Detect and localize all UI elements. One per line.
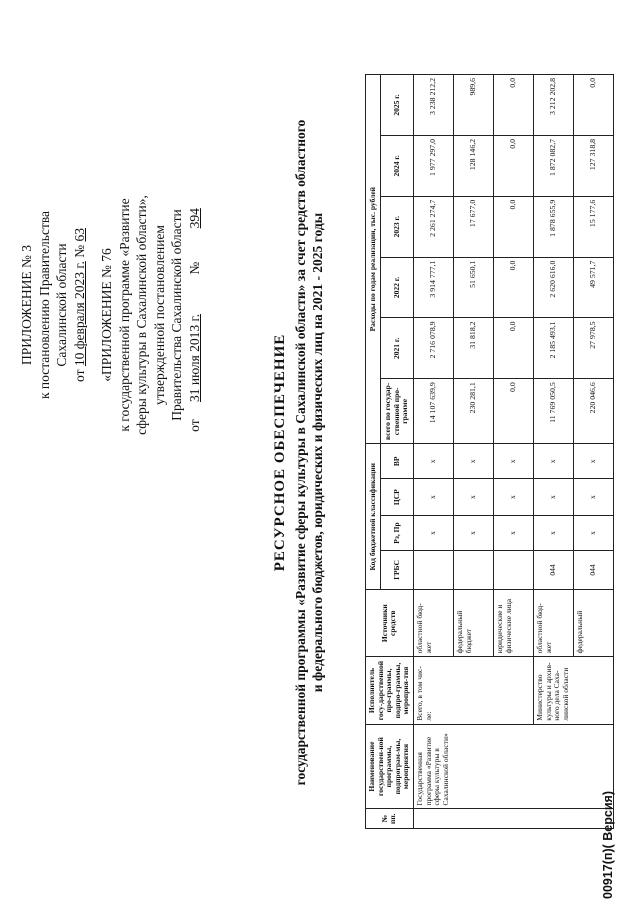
cell-grbs bbox=[493, 550, 533, 589]
cell-csr: х bbox=[573, 479, 613, 516]
cell-2021: 2 716 078,9 bbox=[413, 318, 453, 379]
cell-2025: 0,0 bbox=[493, 75, 533, 136]
cell-vr: х bbox=[413, 444, 453, 479]
cell-2024: 0,0 bbox=[493, 135, 533, 196]
cell-2021: 2 185 493,1 bbox=[533, 318, 573, 379]
cell-csr: х bbox=[413, 479, 453, 516]
appendix-title: «ПРИЛОЖЕНИЕ № 76 bbox=[99, 248, 114, 382]
cell-2021: 31 818,2 bbox=[453, 318, 493, 379]
header-2022: 2022 г. bbox=[380, 257, 413, 318]
cell-rzpr: х bbox=[453, 516, 493, 551]
document-subtitle bbox=[292, 60, 326, 845]
appendix-line: к постановлению Правительства bbox=[36, 210, 52, 400]
document-version-footer: 00917(п)( Версия) bbox=[601, 791, 615, 899]
cell-executor: Министерство культуры и архив-ного дела Саха-линской области bbox=[533, 657, 613, 724]
header-2021: 2021 г. bbox=[380, 318, 413, 379]
appendix-number: 394 bbox=[186, 208, 202, 229]
cell-2022: 2 620 616,0 bbox=[533, 257, 573, 318]
appendix-date: 31 июля 2013 г. bbox=[186, 314, 202, 402]
header-no: № пп. bbox=[366, 809, 414, 829]
cell-2021: 27 978,5 bbox=[573, 318, 613, 379]
cell-source: федеральный бюджет bbox=[453, 590, 493, 657]
cell-vr: х bbox=[453, 444, 493, 479]
cell-source: юридические и физические лица bbox=[493, 590, 533, 657]
header-budget-code: Код бюджетной классификации bbox=[366, 444, 381, 590]
appendix-line: Правительства Сахалинской области bbox=[169, 209, 184, 421]
header-grbs: ГРБС bbox=[380, 550, 413, 589]
cell-csr: х bbox=[453, 479, 493, 516]
cell-2024: 1 977 297,0 bbox=[413, 135, 453, 196]
header-2025: 2025 г. bbox=[380, 75, 413, 136]
cell-no bbox=[413, 809, 613, 829]
cell-2022: 3 914 777,1 bbox=[413, 257, 453, 318]
cell-total: 11 769 050,5 bbox=[533, 379, 573, 444]
subtitle-line: и федерального бюджетов, юридических и физических лиц на 2021 - 2025 годы bbox=[310, 212, 325, 693]
date-prefix: от bbox=[186, 419, 202, 432]
header-total: всего по государ-ственной про-грамме bbox=[380, 379, 413, 444]
appendix-number: 63 bbox=[71, 228, 87, 242]
header-executor: Исполнитель госу-дарственной про-граммы, подпро-граммы, мероприя-тия bbox=[366, 657, 414, 724]
cell-2022: 49 571,7 bbox=[573, 257, 613, 318]
cell-2023: 2 261 274,7 bbox=[413, 196, 453, 257]
cell-grbs: 044 bbox=[533, 550, 573, 589]
subtitle-line: государственной программы «Развитие сферы культуры в Сахалинской области» за счет средств областного bbox=[293, 119, 308, 786]
appendix-date: 10 февраля 2023 г. bbox=[71, 261, 87, 367]
cell-rzpr: х bbox=[493, 516, 533, 551]
number-prefix: № bbox=[186, 261, 202, 275]
cell-grbs bbox=[453, 550, 493, 589]
cell-source: федеральный bbox=[573, 590, 613, 657]
header-2024: 2024 г. bbox=[380, 135, 413, 196]
appendix-line: сферы культуры в Сахалинской области», bbox=[134, 195, 149, 435]
cell-grbs: 044 bbox=[573, 550, 613, 589]
table-row bbox=[413, 75, 453, 829]
cell-2025: 3 212 202,8 bbox=[533, 75, 573, 136]
cell-2023: 0,0 bbox=[493, 196, 533, 257]
appendix-date-line bbox=[186, 150, 204, 480]
header-rzpr: Рз, Пр bbox=[380, 516, 413, 551]
cell-vr: х bbox=[493, 444, 533, 479]
cell-2025: 989,6 bbox=[453, 75, 493, 136]
appendix-date-line bbox=[71, 155, 89, 455]
cell-2022: 0,0 bbox=[493, 257, 533, 318]
cell-2023: 17 677,0 bbox=[453, 196, 493, 257]
cell-2024: 128 146,2 bbox=[453, 135, 493, 196]
cell-total: 14 107 639,9 bbox=[413, 379, 453, 444]
document-title: РЕСУРСНОЕ ОБЕСПЕЧЕНИЕ bbox=[272, 333, 288, 572]
cell-2023: 15 177,6 bbox=[573, 196, 613, 257]
header-expenses: Расходы по годам реализации, тыс. рублей bbox=[366, 75, 381, 444]
appendix-line: Сахалинской области bbox=[54, 243, 69, 367]
appendix-line: к государственной программе «Развитие bbox=[116, 198, 132, 432]
header-csr: ЦСР bbox=[380, 479, 413, 516]
header-2023: 2023 г. bbox=[380, 196, 413, 257]
number-prefix: № bbox=[71, 244, 87, 258]
cell-source: областной бюд-жет bbox=[533, 590, 573, 657]
appendix-header-main bbox=[98, 150, 203, 480]
cell-csr: х bbox=[493, 479, 533, 516]
table-row bbox=[533, 75, 573, 829]
cell-total: 230 281,1 bbox=[453, 379, 493, 444]
resource-table bbox=[365, 74, 614, 829]
cell-2025: 0,0 bbox=[573, 75, 613, 136]
cell-vr: х bbox=[533, 444, 573, 479]
cell-2023: 1 878 655,9 bbox=[533, 196, 573, 257]
cell-2024: 127 318,8 bbox=[573, 135, 613, 196]
appendix-header-top bbox=[18, 155, 88, 455]
cell-program-name: Государственная программа «Развитие сферы культуры в Сахалинской области» bbox=[413, 724, 613, 809]
cell-grbs bbox=[413, 550, 453, 589]
cell-2024: 1 872 082,7 bbox=[533, 135, 573, 196]
header-source: Источники средств bbox=[366, 590, 414, 657]
cell-rzpr: х bbox=[573, 516, 613, 551]
appendix-line: утвержденной постановлением bbox=[151, 225, 167, 405]
cell-vr: х bbox=[573, 444, 613, 479]
cell-2025: 3 238 212,2 bbox=[413, 75, 453, 136]
cell-2022: 51 650,1 bbox=[453, 257, 493, 318]
cell-total: 220 046,6 bbox=[573, 379, 613, 444]
cell-rzpr: х bbox=[413, 516, 453, 551]
header-vr: ВР bbox=[380, 444, 413, 479]
cell-rzpr: х bbox=[533, 516, 573, 551]
cell-total: 0,0 bbox=[493, 379, 533, 444]
appendix-title: ПРИЛОЖЕНИЕ № 3 bbox=[19, 244, 34, 366]
cell-executor: Всего, в том чис-ле: bbox=[413, 657, 533, 724]
header-name: Наименование государствен-ной программы, подпрограм-мы, мероприятия bbox=[366, 724, 414, 809]
cell-2021: 0,0 bbox=[493, 318, 533, 379]
cell-source: областной бюд-жет bbox=[413, 590, 453, 657]
date-prefix: от bbox=[71, 369, 87, 382]
cell-csr: х bbox=[533, 479, 573, 516]
